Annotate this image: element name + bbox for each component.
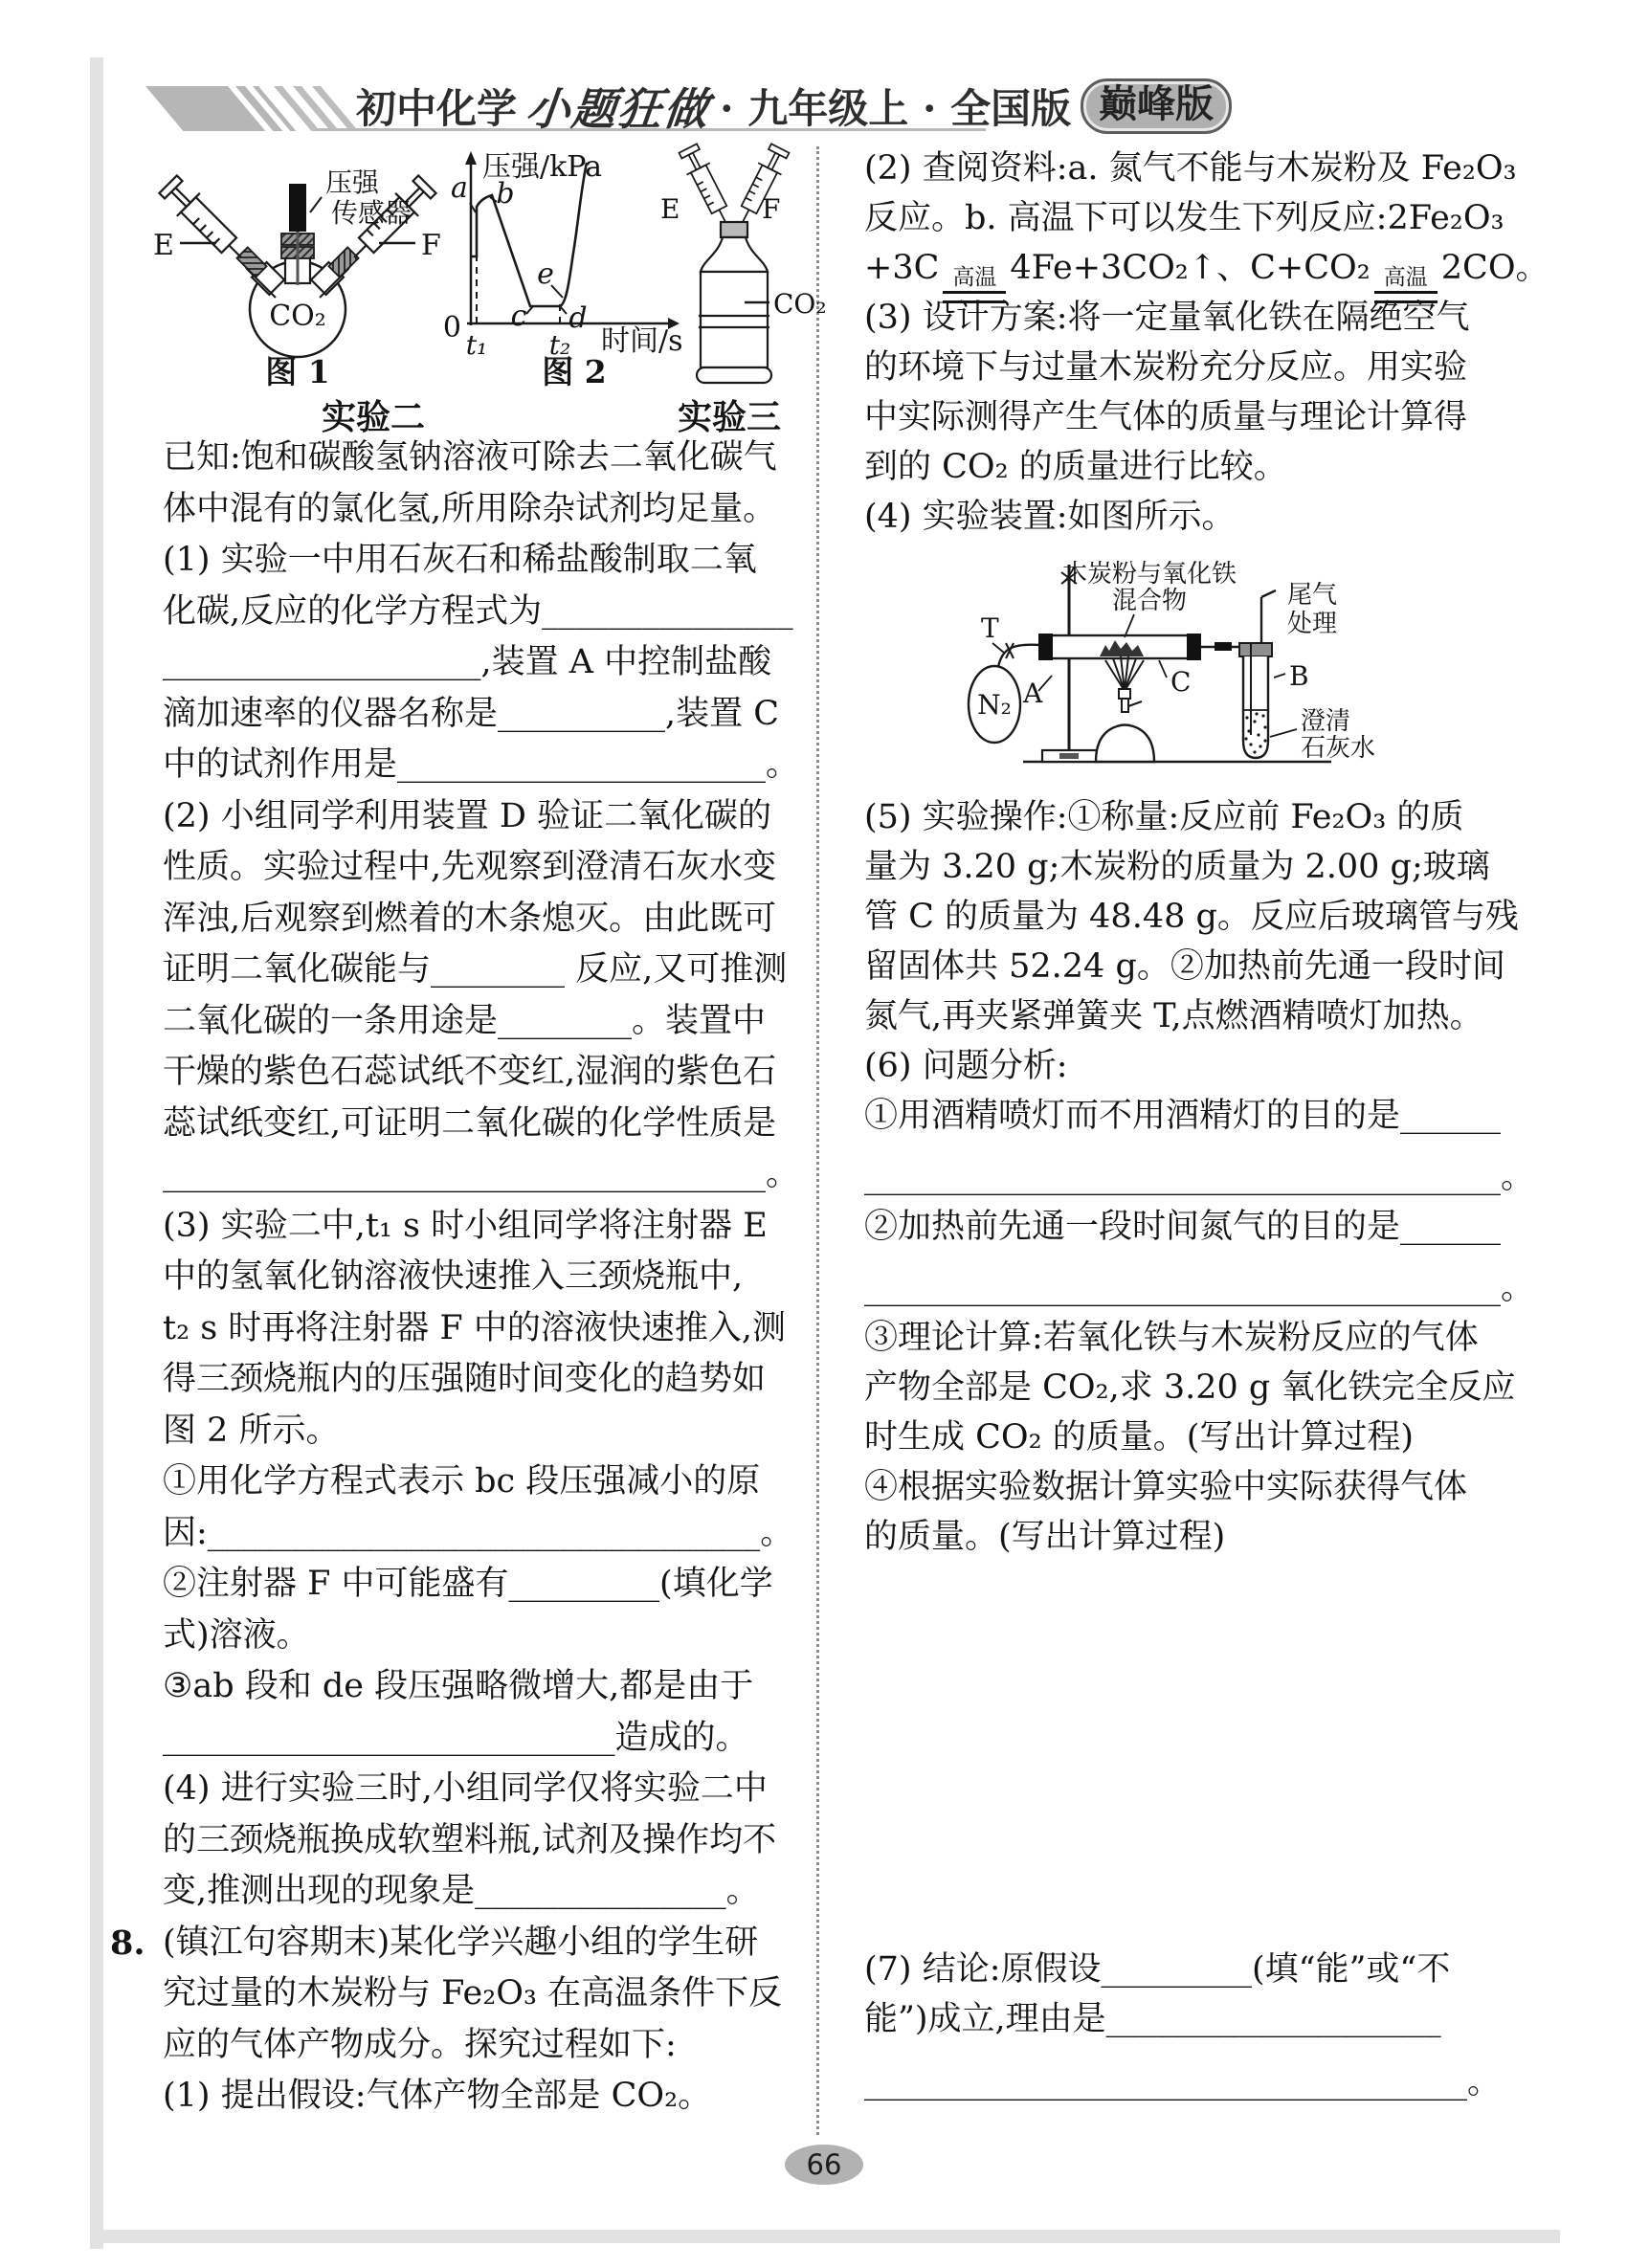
text-line: 的质量。(写出计算过程) xyxy=(864,1518,1226,1556)
equation-part: +3C xyxy=(864,249,940,287)
alcohol-blast-lamp-icon xyxy=(1096,656,1154,762)
text-line: 性质。实验过程中,先观察到澄清石灰水变 xyxy=(163,848,777,886)
item-number: 8. xyxy=(110,1923,145,1963)
text-line: (1) 提出假设:气体产物全部是 CO₂。 xyxy=(163,2077,712,2115)
reaction-condition: 高温 xyxy=(1374,266,1438,303)
blank-answer-line: ____________________________________。 xyxy=(864,2063,1502,2101)
sensor-label-1: 压强 xyxy=(325,167,380,198)
text-line: 中的氢氧化钠溶液快速推入三颈烧瓶中, xyxy=(163,1257,744,1296)
sensor-label-2: 传感器 xyxy=(331,197,412,229)
tail-gas-label-1: 尾气 xyxy=(1287,581,1338,610)
text-line-with-blank: 化碳,反应的化学方程式为_______________ xyxy=(163,591,793,631)
text-line: 浑浊,后观察到燃着的木条熄灭。由此既可 xyxy=(163,899,777,938)
reaction-condition: 高温 xyxy=(943,266,1006,303)
lime-water-label-2: 石灰水 xyxy=(1301,734,1376,763)
bottle-gas-label: CO₂ xyxy=(773,288,827,320)
graph-origin: 0 xyxy=(442,311,461,345)
tick-t1: t₁ xyxy=(465,329,488,361)
top-figures xyxy=(124,142,828,440)
text-line: 时生成 CO₂ 的质量。(写出计算过程) xyxy=(864,1418,1415,1456)
question-8-first-line xyxy=(110,1918,823,1969)
page-number: 66 xyxy=(806,2148,842,2181)
right-column xyxy=(864,144,1549,2107)
scan-edge-shadow-left xyxy=(90,57,103,2249)
text-line-with-blank: 证明二氧化碳能与________ 反应,又可推测 xyxy=(163,950,788,989)
text-line-with-blank: ___________________________造成的。 xyxy=(163,1718,749,1757)
text-line: 究过量的木炭粉与 Fe₂O₃ 在高温条件下反 xyxy=(163,1974,783,2012)
text-line: (6) 问题分析: xyxy=(864,1047,1068,1085)
edition-badge: 巅峰版 xyxy=(1081,78,1232,134)
text-line: 产物全部是 CO₂,求 3.20 g 氧化铁完全反应 xyxy=(864,1368,1516,1407)
text-line: t₂ s 时再将注射器 F 中的溶液快速推入,测 xyxy=(163,1308,786,1347)
point-a: a xyxy=(451,171,468,205)
header-gray-band xyxy=(145,86,296,131)
text-line: 到的 CO₂ 的质量进行比较。 xyxy=(864,448,1287,486)
text-line: 氮气,再夹紧弹簧夹 T,点燃酒精喷灯加热。 xyxy=(864,997,1483,1035)
tail-gas-label-2: 处理 xyxy=(1287,610,1338,638)
label-F: F xyxy=(762,193,781,225)
point-b: b xyxy=(496,177,515,211)
text-line-with-blank: 滴加速率的仪器名称是__________,装置 C xyxy=(163,694,780,733)
text-line: 的三颈烧瓶换成软塑料瓶,试剂及操作均不 xyxy=(163,1820,777,1859)
text-line: 得三颈烧瓶内的压强随时间变化的趋势如 xyxy=(163,1360,767,1398)
text-line-with-blank: 能”)成立,理由是____________________ xyxy=(864,2000,1441,2038)
text-line-with-blank: ②注射器 F 中可能盛有_________(填化学 xyxy=(163,1565,773,1603)
text-line: (镇江句容期末)某化学兴趣小组的学生研 xyxy=(163,1923,759,1962)
text-line: 蕊试纸变红,可证明二氧化碳的化学性质是 xyxy=(163,1103,777,1143)
equation-part: 2CO。 xyxy=(1440,249,1549,287)
label-E: E xyxy=(660,193,680,225)
text-line: 图 2 所示。 xyxy=(163,1411,340,1450)
text-line: 中实际测得产生气体的质量与理论计算得 xyxy=(864,398,1468,436)
figure-1-flask-apparatus xyxy=(153,167,441,437)
flask-gas-label: CO₂ xyxy=(269,300,326,333)
edition-text: · 九年级上 · 全国版 xyxy=(720,85,1072,132)
text-line-with-blank: 二氧化碳的一条用途是________。装置中 xyxy=(163,1001,767,1040)
text-line: (5) 实验操作:①称量:反应前 Fe₂O₃ 的质 xyxy=(864,798,1464,836)
text-line: (4) 实验装置:如图所示。 xyxy=(864,498,1236,536)
text-line-with-blank: 中的试剂作用是______________________。 xyxy=(163,745,800,784)
text-line: 管 C 的质量为 48.48 g。反应后玻璃管与残 xyxy=(864,898,1519,936)
graph-xlabel: 时间/s xyxy=(601,324,683,358)
text-line: (3) 设计方案:将一定量氧化铁在隔绝空气 xyxy=(864,299,1470,337)
text-line: (1) 实验一中用石灰石和稀盐酸制取二氧 xyxy=(163,541,757,579)
brand-logo-text: 小题狂做 xyxy=(523,83,713,135)
blank-answer-line: ____________________________________。 xyxy=(163,1155,800,1193)
chemical-equation-line xyxy=(864,243,1549,293)
label-C: C xyxy=(1170,666,1192,698)
text-line: 的环境下与过量木炭粉充分反应。用实验 xyxy=(864,348,1468,387)
text-line: 反应。b. 高温下可以发生下列反应:2Fe₂O₃ xyxy=(864,199,1504,237)
text-line: 干燥的紫色石蕊试纸不变红,湿润的紫色石 xyxy=(163,1053,777,1091)
left-column xyxy=(110,433,823,2123)
equation-part: 4Fe+3CO₂↑、C+CO₂ xyxy=(1010,249,1371,287)
page-number-badge xyxy=(785,2145,863,2185)
label-B: B xyxy=(1289,660,1309,692)
text-line: ③ab 段和 de 段压强略微增大,都是由于 xyxy=(163,1667,754,1705)
text-line: (3) 实验二中,t₁ s 时小组同学将注射器 E xyxy=(163,1206,768,1245)
text-line: ①用化学方程式表示 bc 段压强减小的原 xyxy=(163,1462,761,1501)
test-tube-B-icon xyxy=(1239,590,1276,758)
graph-ylabel: 压强/kPa xyxy=(482,150,603,184)
experiment2-caption: 实验二 xyxy=(321,397,426,437)
point-c: c xyxy=(510,300,527,333)
glass-tube-icon xyxy=(1038,634,1201,660)
experiment3-caption: 实验三 xyxy=(677,397,782,437)
text-line-with-blank: ①用酒精喷灯而不用酒精灯的目的是______ xyxy=(864,1097,1502,1135)
text-line-with-blank: ___________________,装置 A 中控制盐酸 xyxy=(163,643,772,681)
blank-answer-line: ______________________________________。 xyxy=(864,1269,1535,1307)
figure2-caption: 图 2 xyxy=(542,353,607,390)
book-title xyxy=(356,80,1232,135)
text-line: ③理论计算:若氧化铁与木炭粉反应的气体 xyxy=(864,1319,1479,1357)
text-line: ④根据实验数据计算实验中实际获得气体 xyxy=(864,1468,1468,1506)
reaction-apparatus-diagram xyxy=(899,547,1530,787)
tick-t2: t₂ xyxy=(548,329,571,361)
experiment-3-bottle xyxy=(660,143,827,437)
point-e: e xyxy=(537,257,554,291)
lime-water-label-1: 澄清 xyxy=(1301,707,1351,736)
blank-answer-line: ______________________________________。 xyxy=(864,1158,1535,1196)
text-line-with-blank: 变,推测出现的现象是_______________。 xyxy=(163,1872,760,1910)
n2-label: N₂ xyxy=(977,689,1012,721)
figure-2-graph xyxy=(443,150,683,390)
mixture-label-1: 木炭粉与氧化铁 xyxy=(1061,560,1237,589)
pressure-curve xyxy=(471,163,587,306)
text-line: 体中混有的氯化氢,所用除杂试剂均足量。 xyxy=(163,489,777,528)
text-line-with-blank: ②加热前先通一段时间氮气的目的是______ xyxy=(864,1208,1502,1246)
text-line-with-blank: 因:_________________________________。 xyxy=(163,1513,794,1552)
figure1-caption: 图 1 xyxy=(265,353,330,390)
text-line: (2) 小组同学利用装置 D 验证二氧化碳的 xyxy=(163,796,772,835)
text-line: 应的气体产物成分。探究过程如下: xyxy=(163,2025,677,2064)
text-line: (4) 进行实验三时,小组同学仅将实验二中 xyxy=(163,1769,768,1808)
label-E: E xyxy=(153,229,174,262)
label-F: F xyxy=(421,229,441,262)
iron-stand-icon xyxy=(1042,565,1098,762)
mixture-label-2: 混合物 xyxy=(1111,587,1188,615)
text-line: 式)溶液。 xyxy=(163,1615,310,1655)
syringe-E-icon xyxy=(677,143,737,228)
scan-edge-shadow-bottom xyxy=(90,2230,1560,2243)
clamp-T-label: T xyxy=(981,612,999,644)
text-line: (2) 查阅资料:a. 氮气不能与木炭粉及 Fe₂O₃ xyxy=(864,149,1517,188)
series-title: 初中化学 xyxy=(356,85,518,132)
apparatus-figure xyxy=(864,547,1534,787)
text-line: 留固体共 52.24 g。②加热前先通一段时间 xyxy=(864,947,1505,986)
point-d: d xyxy=(568,301,588,335)
text-line: 已知:饱和碳酸氢钠溶液可除去二氧化碳气 xyxy=(163,438,777,477)
answer-work-space xyxy=(864,1562,1534,1945)
label-A: A xyxy=(1023,678,1043,709)
text-line-with-blank: (7) 结论:原假设_________(填“能”或“不 xyxy=(864,1950,1451,1989)
text-line: 量为 3.20 g;木炭粉的质量为 2.00 g;玻璃 xyxy=(864,848,1490,886)
